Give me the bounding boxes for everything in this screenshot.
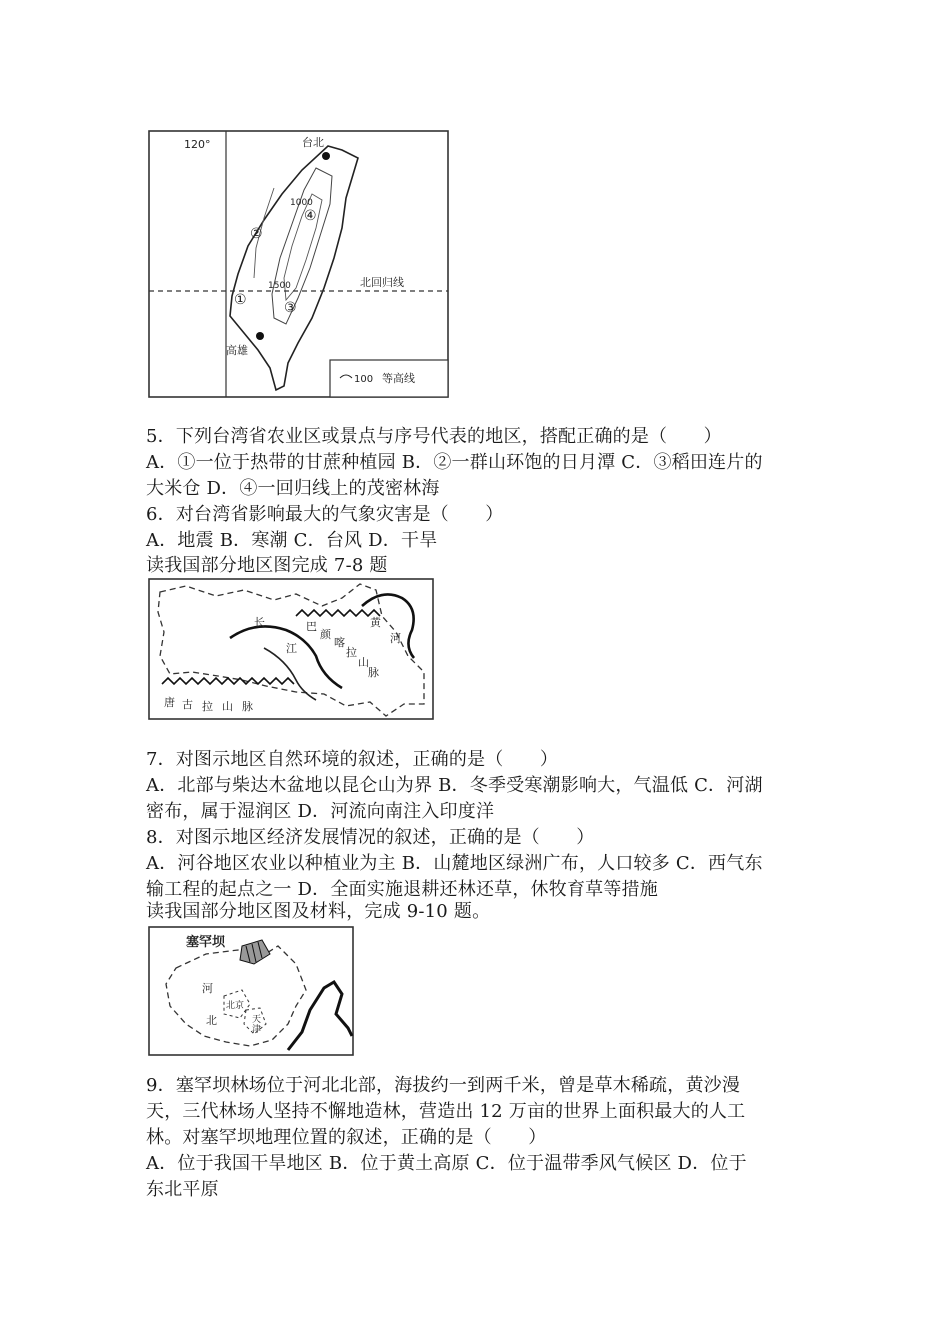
taiwan-island-outline <box>230 146 358 390</box>
label-mai2: 脉 <box>242 700 253 713</box>
q9-options-1: A．位于我国干旱地区 B．位于黄土高原 C．位于温带季风气候区 D．位于 <box>146 1153 747 1174</box>
q7-options-2: 密布，属于湿润区 D．河流向南注入印度洋 <box>146 801 495 822</box>
label-shan2: 山 <box>222 700 233 713</box>
q6-options: A．地震 B．寒潮 C．台风 D．干旱 <box>146 530 438 551</box>
elev-1000-label: 1000 <box>290 198 313 208</box>
elev-1500-label: 1500 <box>268 281 291 291</box>
label-he: 河 <box>390 632 401 645</box>
tributary-river <box>264 648 316 700</box>
label-gu: 古 <box>182 698 193 711</box>
zone-1-label: ① <box>234 292 247 308</box>
label-chang: 长 <box>254 616 265 629</box>
q9-stem-2: 天，三代林场人坚持不懈地造林，营造出 12 万亩的世界上面积最大的人工 <box>146 1101 746 1122</box>
q8-options-2: 输工程的起点之一 D．全面实施退耕还林还草，休牧育草等措施 <box>146 879 658 900</box>
label-huang: 黄 <box>370 616 381 629</box>
longitude-label: 120° <box>184 138 211 151</box>
tianjin-label-1: 天 <box>252 1015 262 1025</box>
label-ba: 巴 <box>306 620 317 633</box>
hebei-boundary <box>166 946 306 1046</box>
label-mai: 脉 <box>368 666 379 679</box>
q9-stem-1: 9．塞罕坝林场位于河北北部，海拔约一到两千米，曾是草木稀疏，黄沙漫 <box>146 1075 741 1096</box>
hebei-label-1: 河 <box>202 982 213 995</box>
tanggula-mountains <box>162 678 294 684</box>
contour-1000 <box>272 168 332 324</box>
zone-2-label: ② <box>250 226 263 242</box>
label-la: 拉 <box>346 646 357 659</box>
label-la2: 拉 <box>202 700 213 713</box>
tropic-label: 北回归线 <box>360 276 404 289</box>
kaohsiung-dot <box>256 332 264 340</box>
instruction-9-10: 读我国部分地区图及材料，完成 9-10 题。 <box>146 901 491 922</box>
label-yan: 颜 <box>320 628 331 641</box>
taiwan-map <box>146 128 452 400</box>
label-tang: 唐 <box>164 696 175 709</box>
q8-stem: 8．对图示地区经济发展情况的叙述，正确的是（ ） <box>146 827 595 848</box>
q6-stem: 6．对台湾省影响最大的气象灾害是（ ） <box>146 504 504 525</box>
zone-4-label: ④ <box>304 208 317 224</box>
q9-options-2: 东北平原 <box>146 1179 219 1200</box>
hebei-label-2: 北 <box>206 1014 217 1027</box>
tibet-region-map <box>146 576 436 722</box>
label-jiang: 江 <box>286 642 297 655</box>
beijing-label: 北京 <box>226 1001 245 1011</box>
legend-text: 等高线 <box>382 372 415 385</box>
taipei-label: 台北 <box>302 136 324 149</box>
label-ka: 喀 <box>334 636 345 649</box>
q8-options-1: A．河谷地区农业以种植业为主 B．山麓地区绿洲广布，人口较多 C．西气东 <box>146 853 763 874</box>
bayan-har-mountains <box>296 610 380 616</box>
taipei-dot <box>322 152 330 160</box>
q7-stem: 7．对图示地区自然环境的叙述，正确的是（ ） <box>146 749 559 770</box>
instruction-7-8: 读我国部分地区图完成 7-8 题 <box>146 555 388 576</box>
legend-value: 100 <box>354 374 374 385</box>
q5-stem: 5．下列台湾省农业区或景点与序号代表的地区，搭配正确的是（ ） <box>146 426 722 447</box>
q5-options-2: 大米仓 D．④一回归线上的茂密林海 <box>146 478 440 499</box>
label-shan: 山 <box>358 656 369 669</box>
saihanba-label: 塞罕坝 <box>186 935 226 950</box>
q9-stem-3: 林。对塞罕坝地理位置的叙述，正确的是（ ） <box>146 1127 547 1148</box>
saihanba-area <box>240 940 270 964</box>
zone-3-label: ③ <box>284 300 297 316</box>
coastline <box>288 982 352 1050</box>
q5-options-1: A．①一位于热带的甘蔗种植园 B．②一群山环饱的日月潭 C．③稻田连片的 <box>146 452 763 473</box>
kaohsiung-label: 高雄 <box>226 344 248 357</box>
tianjin-label-2: 津 <box>252 1025 262 1035</box>
saihanba-map <box>146 924 356 1058</box>
q7-options-1: A．北部与柴达木盆地以昆仑山为界 B．冬季受寒潮影响大，气温低 C．河湖 <box>146 775 763 796</box>
